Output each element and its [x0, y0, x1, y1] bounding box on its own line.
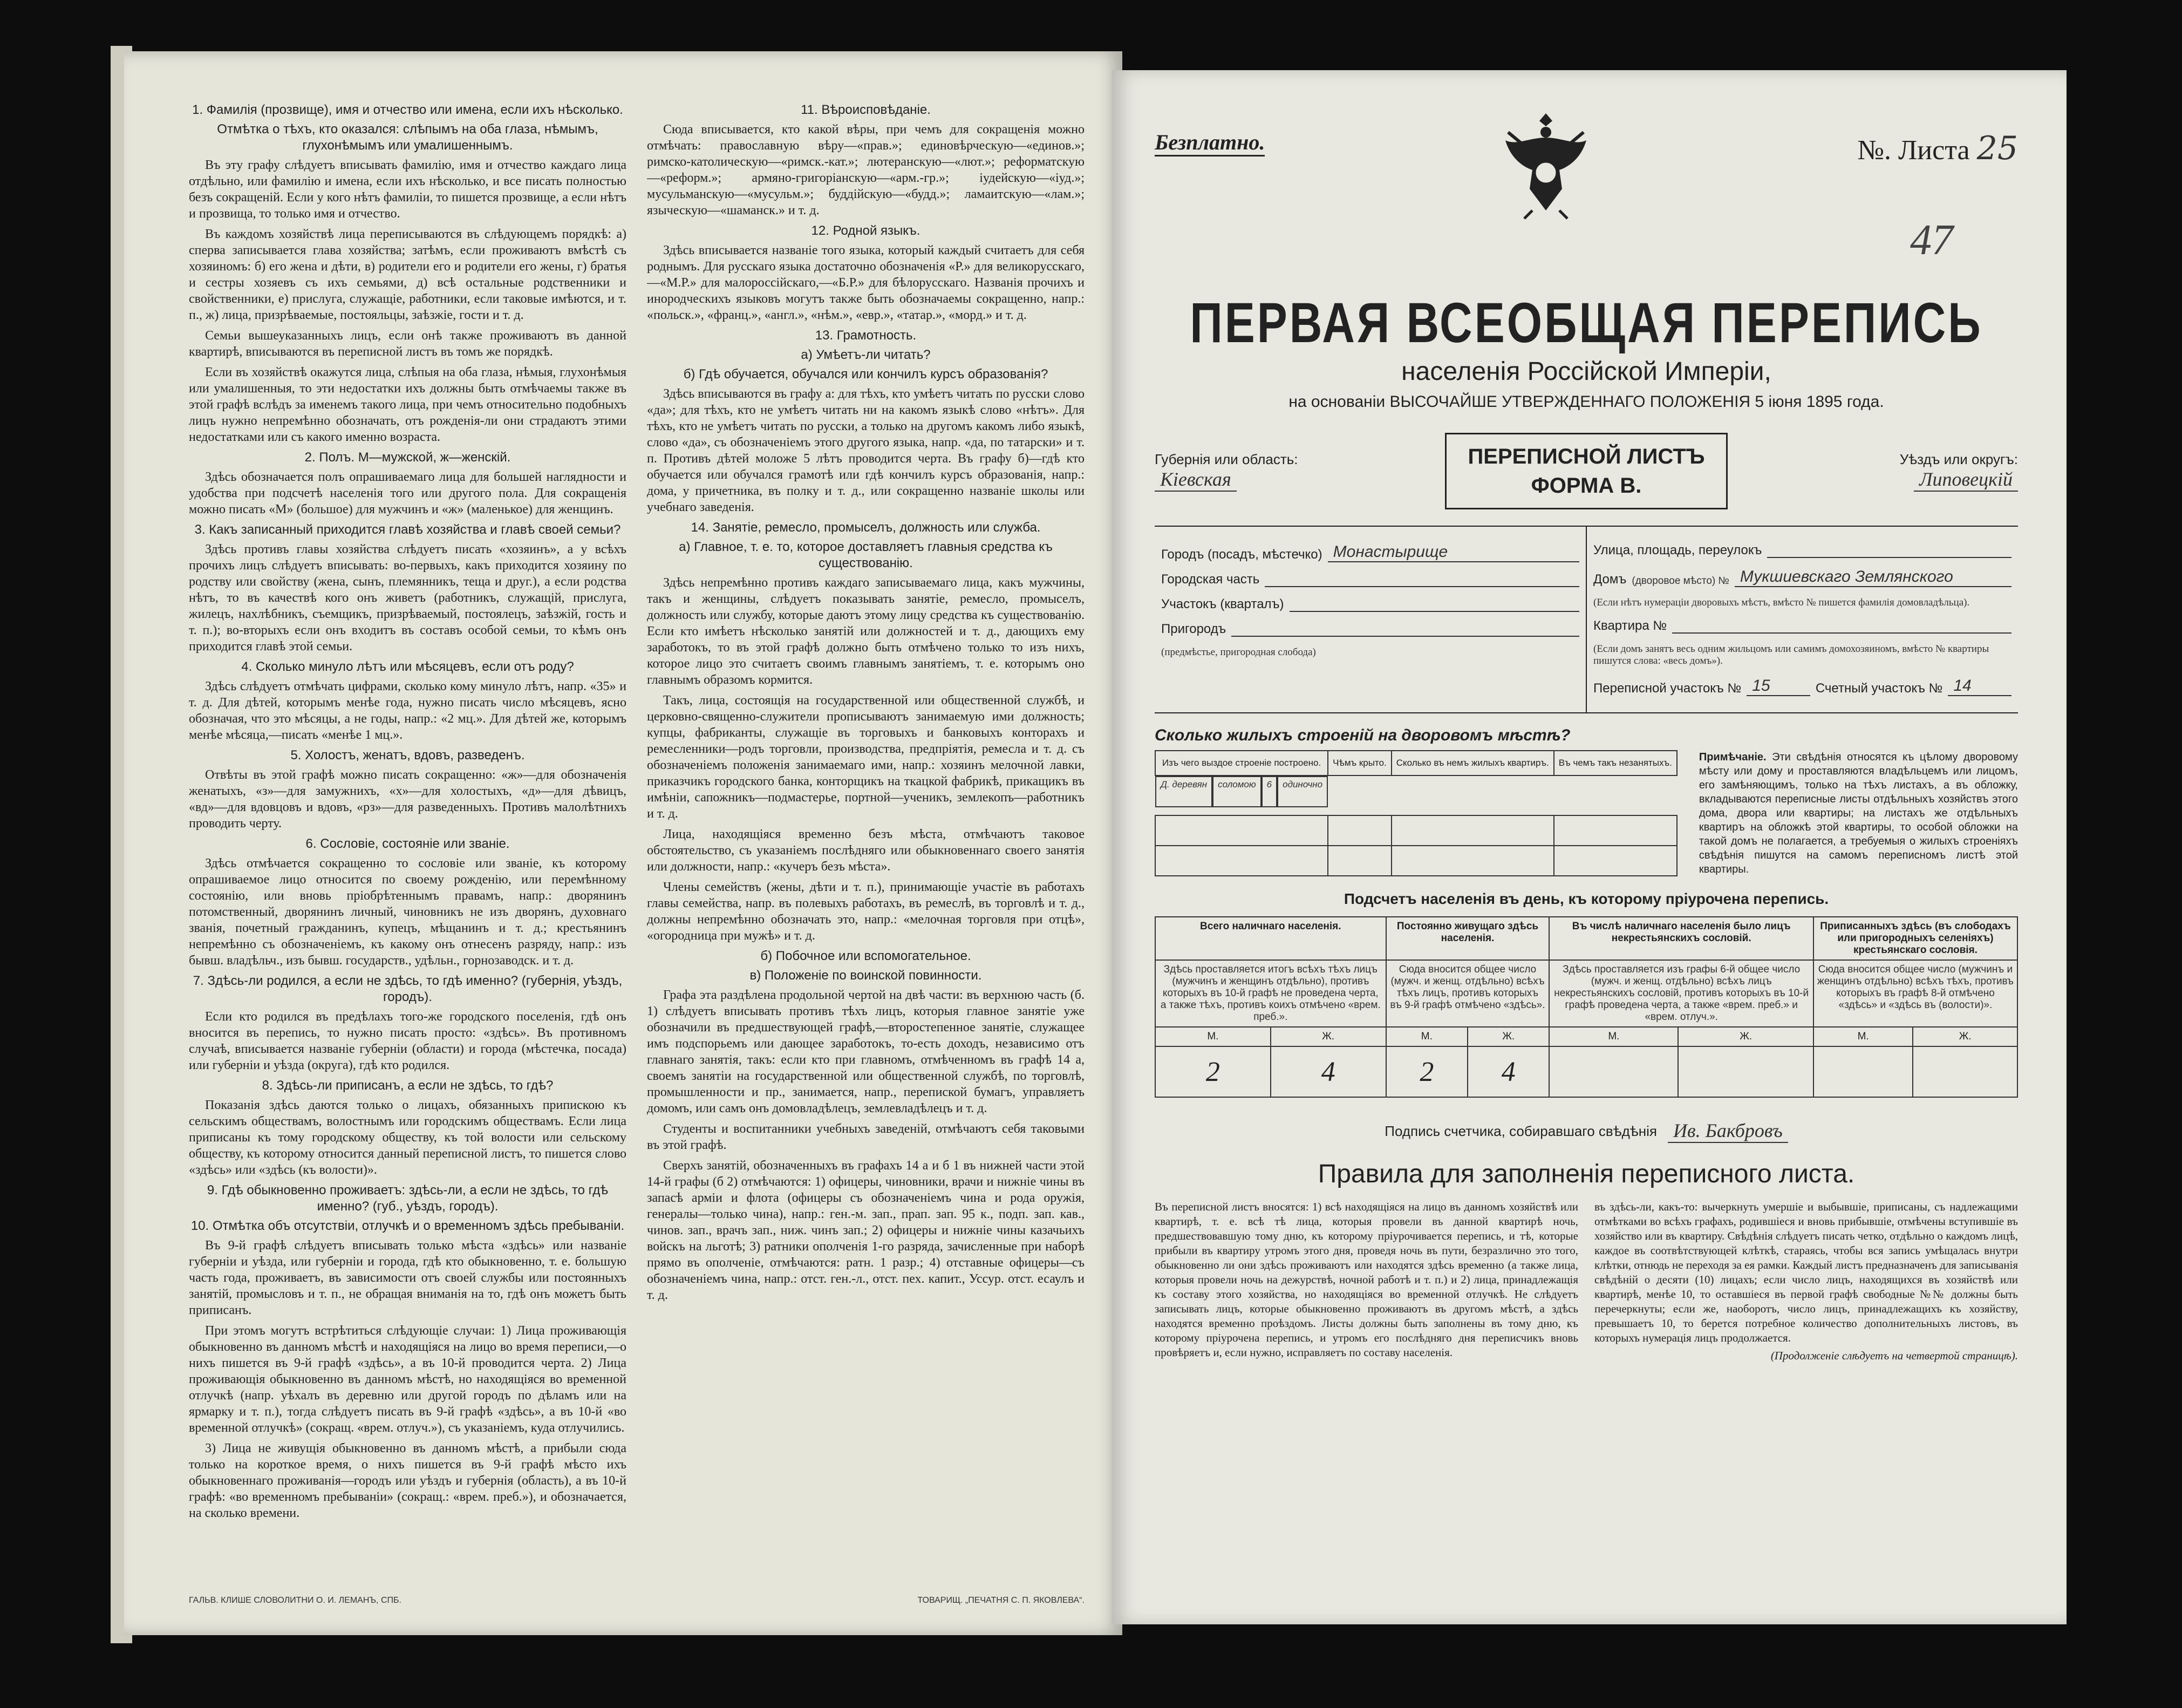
signature-value: Ив. Бакбровъ [1668, 1119, 1788, 1143]
sheet-number [1857, 130, 2018, 167]
address-right [1587, 527, 2018, 712]
form-subtitle: населенія Россійской Имперіи, [1401, 357, 1771, 386]
note-text: Эти свѣдѣнія относятся къ цѣлому дворовому мѣсту или дому и проставляются владѣльцемъ или лицомъ, его замѣняющимъ, только на тѣхъ листахъ, а въ обложку, вкладываются переписные листы отдѣльныхъ хозяйствъ этого дома, двора или квартиры; на листахъ же отдѣльныхъ квартиръ на обложкѣ этой квартиры, то особой обложки на такой домъ не полагается, а требуемыя о жилыхъ строеніяхъ свѣдѣнія пишутся на самомъ переписномъ листѣ этой квартиры. [1699, 751, 2018, 875]
buildings-header-roof: Чѣмъ крыто. [1328, 751, 1392, 775]
buildings-table [1155, 750, 1678, 876]
sex-label: Ж. [1271, 1027, 1386, 1046]
paragraph: Здѣсь противъ главы хозяйства слѣдуетъ писать «хозяинъ», а у всѣхъ прочихъ лицъ слѣдуетъ вписывать: во-первыхъ, какъ приходится хозяину по родству или свойству (жена, сынъ, племянникъ, теща и друг.), а если родства нѣтъ, то въ качествѣ кого онъ живетъ (работникъ, служащій, прислуга, жилецъ, нахлѣбникъ, съемщикъ, призрѣваемый, постоялецъ, заѣзжій, гость и т. п.); во-вторыхъ если онъ входитъ въ составъ особой семьи, то кѣмъ онъ приходится главѣ этой семьи. [189, 542, 626, 654]
paragraph: При этомъ могутъ встрѣтиться слѣдующіе случаи: 1) Лица проживающія обыкновенно въ данномъ мѣстѣ и находящіяся на лицо во время переписи,—о нихъ пишется въ 9-й графѣ «здѣсь», а въ 10-й проводится черта. 2) Лица проживающія обыкновенно въ данномъ мѣстѣ, но находящіяся во временной отлучкѣ (напр. уѣхалъ въ деревню или другой городъ по дѣламъ или на ярмарку и т. п.), тогда слѣдуетъ писать въ 9-й графѣ «здѣсь», а въ 10-й «во временной отлучкѣ» (сокращ. «врем. отлуч.»), съ указаніемъ, куда отлучились. [189, 1324, 626, 1435]
district-label: Участокъ (кварталъ) [1161, 597, 1284, 611]
section-heading: 8. Здѣсь-ли приписанъ, а если не здѣсь, то гдѣ? [262, 1078, 554, 1093]
form-type-letter: ФОРМА В. [1531, 474, 1642, 498]
suburb-label: Пригородъ [1161, 622, 1226, 636]
sheet-number-label: №. Листа [1857, 135, 1970, 166]
paragraph: Лица, находящіяся временно безъ мѣста, отмѣчаютъ таковое обстоятельство, съ указаніемъ послѣдняго или обыкновеннаго своего занятія или должности, напр.: «кучеръ безъ мѣста». [647, 827, 1085, 874]
instructions-column-1 [189, 100, 626, 1530]
section-heading: 1. Фамилія (прозвище), имя и отчество или имена, если ихъ нѣсколько. [192, 103, 623, 117]
sex-label: М. [1386, 1027, 1468, 1046]
printer-footer [189, 1596, 1085, 1605]
sex-label: Ж. [1468, 1027, 1549, 1046]
paragraph: Сюда вписывается, кто какой вѣры, при чемъ для сокращенія можно отмѣчать: православную вѣру—«прав.»; единовѣрческую—«единов.»; римско-католическую—«римск.-кат.»; лютеранскую—«лют.»; реформатскую—«реформ.»; армяно-григоріанскую—«арм.-гр.»; іудейскую—«іуд.»; мусульманскую—«мусульм.»; буддійскую—«будд.»; ламаитскую—«лам.»; языческую—«шаманск.» и т. д. [647, 123, 1085, 217]
gubernia-value: Кіевская [1155, 468, 1237, 492]
address-left [1155, 527, 1587, 712]
form-type-title: ПЕРЕПИСНОЙ ЛИСТЪ [1468, 445, 1705, 468]
paragraph: Здѣсь непремѣнно противъ каждаго записываемаго лица, какъ мужчины, такъ и женщины, слѣдуетъ показывать занятіе, ремесло, промыселъ, должность или службу, которые даютъ этому лицу средства къ существованію. Если кто имѣетъ нѣсколько занятій или должностей и т. д., дающихъ ему заработокъ, то въ этой графѣ должно быть отмѣчено только то изъ нихъ, которое лицо это считаетъ своимъ главнымъ занятіемъ, т. е. которымъ оно главнымъ образомъ кормится. [647, 576, 1085, 687]
street-label: Улица, площадь, переулокъ [1593, 543, 1762, 557]
form-type-box [1445, 433, 1728, 509]
count-header-non-peasant: Въ числѣ наличнаго населенія было лицъ некрестьянскихъ сословій. [1549, 917, 1813, 960]
section-heading: 6. Сословіе, состояніе или званіе. [305, 836, 510, 851]
count-present-female: 4 [1271, 1046, 1386, 1097]
paragraph: Отвѣты въ этой графѣ можно писать сокращенно: «ж»—для обозначенія женатыхъ, «з»—для замужнихъ, «х»—для холостыхъ, «д»—для дѣвицъ, «вд»—для вдовцовъ и вдовъ, «рз»—для разведенныхъ. Противъ малолѣтнихъ проводить черту. [189, 768, 626, 831]
count-desc-permanent: Сюда вносится общее число (мужч. и женщ. отдѣльно) всѣхъ тѣхъ лицъ, противъ которыхъ въ 9-й графѣ отмѣчено «здѣсь». [1386, 960, 1550, 1027]
handwritten-page-number: 47 [1910, 216, 1953, 264]
paragraph: Здѣсь слѣдуетъ отмѣчать цифрами, сколько кому минуло лѣтъ, напр. «35» и т. д. Для дѣтей, которымъ менѣе года, нужно писать число мѣсяцевъ, ясно обозначая, что это мѣсяцы, а не годы, напр.: «2 мц.». Для дѣтей же, которымъ менѣе мѣсяца,—писать «менѣе 1 мц.». [189, 679, 626, 742]
building-roof-value: соломою [1212, 776, 1262, 807]
table-row [1155, 815, 1677, 846]
section-subheading: б) Гдѣ обучается, обучался или кончилъ курсъ образованія? [683, 367, 1048, 382]
population-count-table [1155, 916, 2018, 1098]
right-page-census-form [1112, 70, 2067, 1624]
apartment-value [1672, 632, 2011, 634]
paragraph: Показанія здѣсь даются только о лицахъ, обязанныхъ припискою къ сельскимъ обществамъ, волостнымъ или городскимъ обществамъ. Если лица приписаны къ тому городскому обществу, къ той волости или сельскому обществу, къ которому относится данный переписной листъ, то пишется слово «здѣсь» или «здѣсь (къ волости)». [189, 1098, 626, 1177]
paragraph: Здѣсь отмѣчается сокращенно то сословіе или званіе, къ которому опрашиваемое лицо относится по своему рожденію, или перемѣнному состоянію, или вновь пріобрѣтеннымъ правамъ, напр.: дворянинъ потомственный, дворянинъ личный, чиновникъ не изъ дворянъ, духовнаго званія, почетный гражданинъ, купецъ, мѣщанинъ и т. д.; крестьянинъ непремѣнно съ обозначеніемъ, къ какому онъ отнесенъ разряду, напр.: изъ бывш. владѣльч., изъ бывш. государств., удѣльн., горнозаводск. и т. д. [189, 856, 626, 968]
street-value [1767, 557, 2011, 558]
rules-column-1: Въ переписной листъ вносятся: 1) всѣ находящіяся на лицо въ данномъ хозяйствѣ или квартирѣ, т. е. всѣ тѣ лица, которыя провели въ данной квартирѣ ночь, предшествовавшую тому дню, къ которому пріурочивается перепись, и тѣ, которые прибыли въ квартиру утромъ этого дня, проведя ночь въ пути, безразлично это того, обыкновенно ли они здѣсь проживаютъ или находятся здѣсь временно (а также лица, которыя провели ночь на дежурствѣ, ночной работѣ и т. п.) и 2) лица, принадлежащія къ составу этого хозяйства, но находящіяся во временной отлучкѣ. Не слѣдуетъ записывать лицъ, которые обыкновенно проживаютъ въ другомъ мѣстѣ, а здѣсь находятся временно проѣздомъ. Листы должны быть заполнены въ тому дню, къ которому пріурочена перепись, и утромъ его послѣдняго дня переписчикъ вновь провѣряетъ и, если нужно, исправляетъ по составу населенія. [1155, 1200, 1578, 1359]
apartment-note: (Если домъ занятъ весь одним жильцомъ или самимъ домохозяиномъ, вмѣсто № квартиры пишутся слова: «весь домъ»). [1593, 643, 1989, 666]
buildings-title: Сколько жилыхъ строеній на дворовомъ мѣстѣ? [1155, 726, 1571, 744]
sex-label: Ж. [1913, 1027, 2017, 1046]
counting-district-label: Счетный участокъ № [1815, 681, 1943, 696]
suburb-note: (предмѣстье, пригородная слобода) [1161, 647, 1316, 658]
paragraph: Студенты и воспитанники учебныхъ заведеній, отмѣчаютъ себя таковыми въ этой графѣ. [647, 1122, 1085, 1152]
section-heading: 2. Полъ. М—мужской, ж—женскій. [304, 450, 511, 465]
section-heading: 4. Сколько минуло лѣтъ или мѣсяцевъ, если отъ роду? [241, 659, 574, 674]
section-subheading: в) Положеніе по воинской повинности. [749, 968, 982, 983]
sex-label: М. [1549, 1027, 1678, 1046]
signature-label: Подпись счетчика, собиравшаго свѣдѣнія [1385, 1122, 1657, 1139]
rules-column-2-text: въ здѣсь-ли, какъ-то: вычеркнуть умершіе и выбывшіе, приписаны, съ надлежащими отмѣтками во всѣхъ графахъ, родившіеся и вновь прибывшіе, отмѣчены вступившіе въ хозяйство или въ квартиру. Свѣдѣнія слѣдуетъ писать четко, отдѣльно о каждомъ лицѣ, каждое въ соотвѣтствующей клѣткѣ, стараясь, чтобы вся запись умѣщалась внутри клѣтки, отнюдь не переходя за ея рамки. Каждый листъ предназначенъ для записыванія свѣдѣній о десяти (10) лицахъ; если число лицъ, находящихся въ хозяйствѣ или квартирѣ, менѣе 10, то оставшіеся въ первой графѣ свободные №№ должны быть перечеркнуты; если же, наоборотъ, число лицъ, принадлежащихъ къ хозяйству, превышаетъ 10, то берется потребное количество дополнительныхъ листовъ, въ которыхъ нумерація лицъ продолжается. [1594, 1200, 2018, 1344]
section-heading: 7. Здѣсь-ли родился, а если не здѣсь, то гдѣ именно? (губернія, уѣздъ, городъ). [193, 974, 623, 1004]
section-heading: 13. Грамотность. [815, 328, 917, 343]
rules-title: Правила для заполненія переписного листа. [1318, 1160, 1855, 1188]
printer-credit-left: ГАЛЬВ. КЛИШЕ СЛОВОЛИТНИ О. И. ЛЕМАНЪ, СПБ. [189, 1596, 401, 1605]
paragraph: Въ эту графу слѣдуетъ вписывать фамилію, имя и отчество каждаго лица отдѣльно, или фамилію и имена, если ихъ нѣсколько, и все писать полностью безъ сокращеній. Если у кого нѣтъ фамиліи, то пишется прозвище, а если нѣтъ и прозвища, то только имя и отчество. [189, 158, 626, 221]
buildings-note [1699, 750, 2018, 876]
paragraph: Здѣсь вписывается названіе того языка, который каждый считаетъ для себя роднымъ. Для русскаго языка достаточно обозначенія «Р.» для великорусскаго,—«М.Р.» для малороссійскаго,—«Б.Р.» для бѣлорусскаго. Названія прочихъ и инородческихъ языковъ могутъ также быть обозначаемы сокращенно, напр.: «польск.», «франц.», «англ.», «нѣм.», «евр.», «татар.», «морд.» и т. д. [647, 243, 1085, 322]
form-title: ПЕРВАЯ ВСЕОБЩАЯ ПЕРЕПИСЬ [1190, 291, 1983, 355]
uezd-value: Липовецкій [1914, 468, 2018, 492]
rules-column-2 [1594, 1200, 2018, 1363]
apartment-label: Квартира № [1593, 618, 1667, 633]
section-subheading: а) Главное, т. е. то, которое доставляетъ главныя средства къ существованію. [679, 540, 1053, 570]
table-row [1155, 775, 1677, 815]
sex-label: М. [1155, 1027, 1271, 1046]
section-heading: 9. Гдѣ обыкновенно проживаетъ: здѣсь-ли, а если не здѣсь, то гдѣ именно? (губ., уѣздъ, городъ). [207, 1183, 609, 1214]
count-desc-non-peasant: Здѣсь проставляется изъ графы 6-й общее число (мужч. и женщ. отдѣльно) всѣхъ лицъ некрестьянскихъ сословій, противъ которыхъ въ 10-й графѣ проведена черта, а также «врем. преб.» и «врем. отлуч.». [1549, 960, 1813, 1027]
district-value [1290, 611, 1579, 612]
paragraph: Въ каждомъ хозяйствѣ лица переписываются въ слѣдующемъ порядкѣ: а) сперва записывается глава хозяйства; затѣмъ, если проживаютъ вмѣстѣ съ хозяиномъ: б) его жена и дѣти, в) родители его и родители его жены, г) братья и сестры хозяевъ съ ихъ семьями, д) всѣ остальные родственники и свойственники, е) прислуга, служащіе, работники, если таковые имѣются, и т. п., ж) лица, призрѣваемые, постояльцы, заѣзжіе, гости и т. д. [189, 227, 626, 322]
section-subheading: а) Умѣетъ-ли читать? [801, 348, 931, 362]
paragraph: 3) Лица не живущія обыкновенно въ данномъ мѣстѣ, а прибыли сюда только на короткое время, о нихъ пишется въ 9-й графѣ мѣсто ихъ обыкновеннаго проживанія—городъ или уѣздъ и губернія (область), а въ 10-й графѣ: «во временномъ пребываніи» (сокращ.: «врем. преб.»), и обозначается, на сколько времени. [189, 1441, 626, 1520]
paragraph: Здѣсь вписываются въ графу а: для тѣхъ, кто умѣетъ читать по русски слово «да»; для тѣхъ, кто не умѣетъ читать ни на какомъ языкѣ слово «нѣтъ». Для тѣхъ, кто не умѣетъ читать по русски, а только на другомъ какомъ либо языкѣ, слово «да», съ обозначеніемъ этого другого языка, напр. «да, по татарски» и т. п. Противъ дѣтей моложе 5 лѣтъ проводится черта. Въ графу б)—гдѣ кто обучается или обучался грамотѣ или гдѣ кончилъ курсъ образованія, напр.: дома, у причетника, въ полку и т. д., или сокращенно названіе школы или учебнаго заведенія. [647, 387, 1085, 514]
census-district-value: 15 [1747, 677, 1810, 696]
printer-credit-right: ТОВАРИЩ. „ПЕЧАТНЯ С. П. ЯКОВЛЕВА“. [917, 1596, 1085, 1605]
paragraph: Если въ хозяйствѣ окажутся лица, слѣпыя на оба глаза, нѣмыя, глухонѣмыя или умалишенныя, то эти недостатки ихъ должны быть отмѣчаемы также въ этой графѣ вслѣдъ за именемъ такого лица, при чемъ относительно подобныхъ лицъ нужно непремѣнно обозначать, отъ рожденія-ли они страдаютъ этими недостатками или съ какого именно возраста. [189, 365, 626, 444]
count-permanent-female: 4 [1468, 1046, 1549, 1097]
table-row [1155, 846, 1677, 876]
building-vacant-value: одиночно [1277, 776, 1328, 807]
city-part-value [1265, 586, 1579, 587]
paragraph: Члены семействъ (жены, дѣти и т. п.), принимающіе участіе въ работахъ главы семейства, напр. въ полевыхъ работахъ, въ ремеслѣ, въ торговлѣ и т. д., должны непремѣнно обозначать это, напр.: «мелочная торговля при отцѣ», «огородница при мужѣ» и т. д. [647, 880, 1085, 943]
count-header-permanent: Постоянно живущаго здѣсь населенія. [1386, 917, 1550, 960]
census-district-label: Переписной участокъ № [1593, 681, 1742, 696]
count-registered-male [1813, 1046, 1913, 1097]
section-subheading: Отмѣтка о тѣхъ, кто оказался: слѣпымъ на оба глаза, нѣмымъ, глухонѣмымъ или умалишеннымъ. [217, 122, 598, 153]
form-legal-basis: на основаніи ВЫСОЧАЙШЕ УТВЕРЖДЕННАГО ПОЛОЖЕНІЯ 5 іюня 1895 года. [1288, 393, 1884, 411]
section-heading: 11. Вѣроисповѣданіе. [801, 103, 931, 117]
paragraph: Въ 9-й графѣ слѣдуетъ вписывать только мѣста «здѣсь» или названіе губерніи и уѣзда, или губерніи и города, гдѣ кто обыкновенно, т. е. большую часть года, проживаетъ, въ зависимости отъ своей службы или постоянныхъ занятій, промысловъ и т. п., не обращая вниманія на то, гдѣ онъ можетъ быть приписанъ. [189, 1239, 626, 1317]
instructions-column-2 [647, 100, 1085, 1530]
count-desc-registered-peasant: Сюда вносится общее число (мужчинъ и женщинъ отдѣльно) всѣхъ тѣхъ, противъ которыхъ въ графѣ 8-й отмѣчено «здѣсь» и «здѣсь въ (волости)». [1813, 960, 2017, 1027]
sex-label: М. [1813, 1027, 1913, 1046]
rules-body [1155, 1200, 2018, 1363]
count-non-peasant-male [1549, 1046, 1678, 1097]
gubernia-label: Губернія или область: [1155, 451, 1298, 467]
paragraph: Графа эта раздѣлена продольной чертой на двѣ части: въ верхнюю часть (б. 1) слѣдуетъ вписывать противъ тѣхъ лицъ, которыя главное занятіе уже обозначили въ предшествующей графѣ,—второстепенное занятіе, служащее имъ подспорьемъ или дающее заработокъ, то-есть доходъ, независимо отъ главнаго занятія, такъ: если кто при главномъ, отмѣченномъ въ графѣ 14 а, своемъ занятіи на государственной или общественной службѣ, по торговлѣ, промышленности и пр., занимается, напр., перепиской бумагъ, управляетъ домомъ, или самъ онъ домовладѣлецъ, землевладѣлецъ и т. д. [647, 988, 1085, 1115]
section-heading: 10. Отмѣтка объ отсутствіи, отлучкѣ и о временномъ здѣсь пребываніи. [190, 1219, 625, 1233]
section-heading: 3. Какъ записанный приходится главѣ хозяйства и главѣ своей семьи? [194, 522, 621, 537]
buildings-section [1155, 750, 2018, 876]
paragraph: Сверхъ занятій, обозначенныхъ въ графахъ 14 а и б 1 въ нижней части этой 14-й графы (б 2) отмѣчаются: 1) офицеры, чиновники, врачи и нижніе чины въ запасѣ арміи и флота (офицеры съ обозначеніемъ чина и рода оружія, генералы—только чина), напр.: ген.-м. зап., прап. зап. 95 к., подп. зап. кав., чинов. зап., врачъ зап., ниж. чинъ зап.; 2) офицеры и нижніе чины казачьихъ войскъ на льготѣ; 3) ратники ополченія 1-го разряда, зачисленные при наборѣ прямо въ ополченіе, отмѣчаются: ратн. 1 разр.; 4) отставные офицеры—съ обозначеніемъ чина, напр.: отст. ген.-л., отст. пех. капит., Уссур. отст. есаулъ и т. д. [647, 1159, 1085, 1302]
count-present-male: 2 [1155, 1046, 1271, 1097]
count-desc-present: Здѣсь проставляется итогъ всѣхъ тѣхъ лицъ (мужчинъ и женщинъ отдѣльно), противъ которыхъ въ 10-й графѣ не проведена черта, а также тѣхъ, противъ коихъ отмѣчено «врем. преб.». [1155, 960, 1386, 1027]
sheet-number-value: 25 [1976, 130, 2018, 167]
enumerator-signature-row [1155, 1119, 2018, 1143]
count-header-present: Всего наличнаго населенія. [1155, 917, 1386, 960]
suburb-value [1231, 636, 1579, 637]
paragraph: Такъ, лица, состоящія на государственной или общественной службѣ, и церковно-священно-служители прописываютъ занимаемую ими должность; купцы, фабриканты, служащіе въ торговыхъ и банковыхъ конторахъ и ремесленники—родъ торговли, производства, предпріятія, ремесла и т. д. съ обозначеніемъ положенія занимаемаго ими, напр.: хозяинъ мелочной лавки, приказчикъ городского банка, конторщикъ на ткацкой фабрикѣ, прикащикъ въ имѣніи, сапожникъ—подмастерье, портной—ученикъ, землекопъ—работникъ и т. д. [647, 693, 1085, 821]
count-non-peasant-female [1678, 1046, 1813, 1097]
buildings-header-material: Изъ чего выздое строеніе построено. [1155, 751, 1328, 775]
count-permanent-male: 2 [1386, 1046, 1468, 1097]
paragraph: Семьи вышеуказанныхъ лицъ, если онѣ также проживаютъ въ данной квартирѣ, вписываются въ переписной листъ въ томъ же порядкѣ. [189, 329, 626, 359]
house-label: Домъ [1593, 572, 1627, 587]
counting-district-value: 14 [1948, 677, 2011, 696]
buildings-header-apartments: Сколько въ немъ жилыхъ квартиръ. [1392, 751, 1554, 775]
table-row [1155, 1046, 2017, 1097]
rules-continued-note: (Продолженіе слѣдуетъ на четвертой страницѣ). [1770, 1349, 2018, 1362]
imperial-eagle-emblem-icon [1500, 108, 1592, 221]
sex-label: Ж. [1678, 1027, 1813, 1046]
note-label: Примѣчаніе. [1699, 751, 1767, 763]
building-apartments-value: 6 [1262, 776, 1277, 807]
paragraph: Здѣсь обозначается полъ опрашиваемаго лица для большей наглядности и удобства при подсчетѣ населенія того или другого пола. Для сокращенія можно писать «М» (большое) для мужчинъ и «ж» (маленькое) для женщинъ. [189, 470, 626, 516]
section-heading: 12. Родной языкъ. [811, 223, 920, 238]
buildings-header-vacant: Въ чемъ такъ незанятыхъ. [1554, 751, 1677, 775]
free-label: Безплатно. [1155, 130, 1265, 156]
house-note: (Если нѣтъ нумераціи дворовыхъ мѣстъ, вмѣсто № пишется фамилія домовладѣльца). [1593, 597, 1970, 608]
paragraph: Если кто родился въ предѣлахъ того-же городского поселенія, гдѣ онъ вносится въ перепись, то нужно писать просто: «здѣсь». Въ противномъ случаѣ, вписывается названіе губерніи (области) и города (мѣстечка, посада) или губерніи и уѣзда (округа), гдѣ кто родился. [189, 1010, 626, 1072]
count-registered-female [1913, 1046, 2017, 1097]
house-note-inline: (дворовое мѣсто) № [1632, 575, 1729, 587]
address-grid [1155, 526, 2018, 713]
house-value: Мукшиевскаго Землянского [1735, 568, 2011, 587]
section-heading: 5. Холостъ, женатъ, вдовъ, разведенъ. [290, 748, 525, 763]
region-row [1155, 433, 2018, 509]
building-material-value: Д. деревян [1155, 776, 1212, 807]
section-subheading: б) Побочное или вспомогательное. [760, 949, 971, 963]
count-header-registered-peasant: Приписанныхъ здѣсь (въ слободахъ или пригородныхъ селеніяхъ) крестьянскаго сословія. [1813, 917, 2017, 960]
city-label: Городъ (посадъ, мѣстечко) [1161, 547, 1322, 562]
section-heading: 14. Занятіе, ремесло, промыселъ, должность или служба. [691, 520, 1041, 535]
city-part-label: Городская часть [1161, 572, 1260, 587]
form-header [1155, 108, 2018, 264]
population-count-title: Подсчетъ населенія въ день, къ которому пріурочена перепись. [1344, 890, 1829, 907]
uezd-label: Уѣздъ или округъ: [1899, 451, 2018, 467]
city-value: Монастырище [1328, 543, 1579, 562]
left-page-instructions [124, 51, 1122, 1635]
